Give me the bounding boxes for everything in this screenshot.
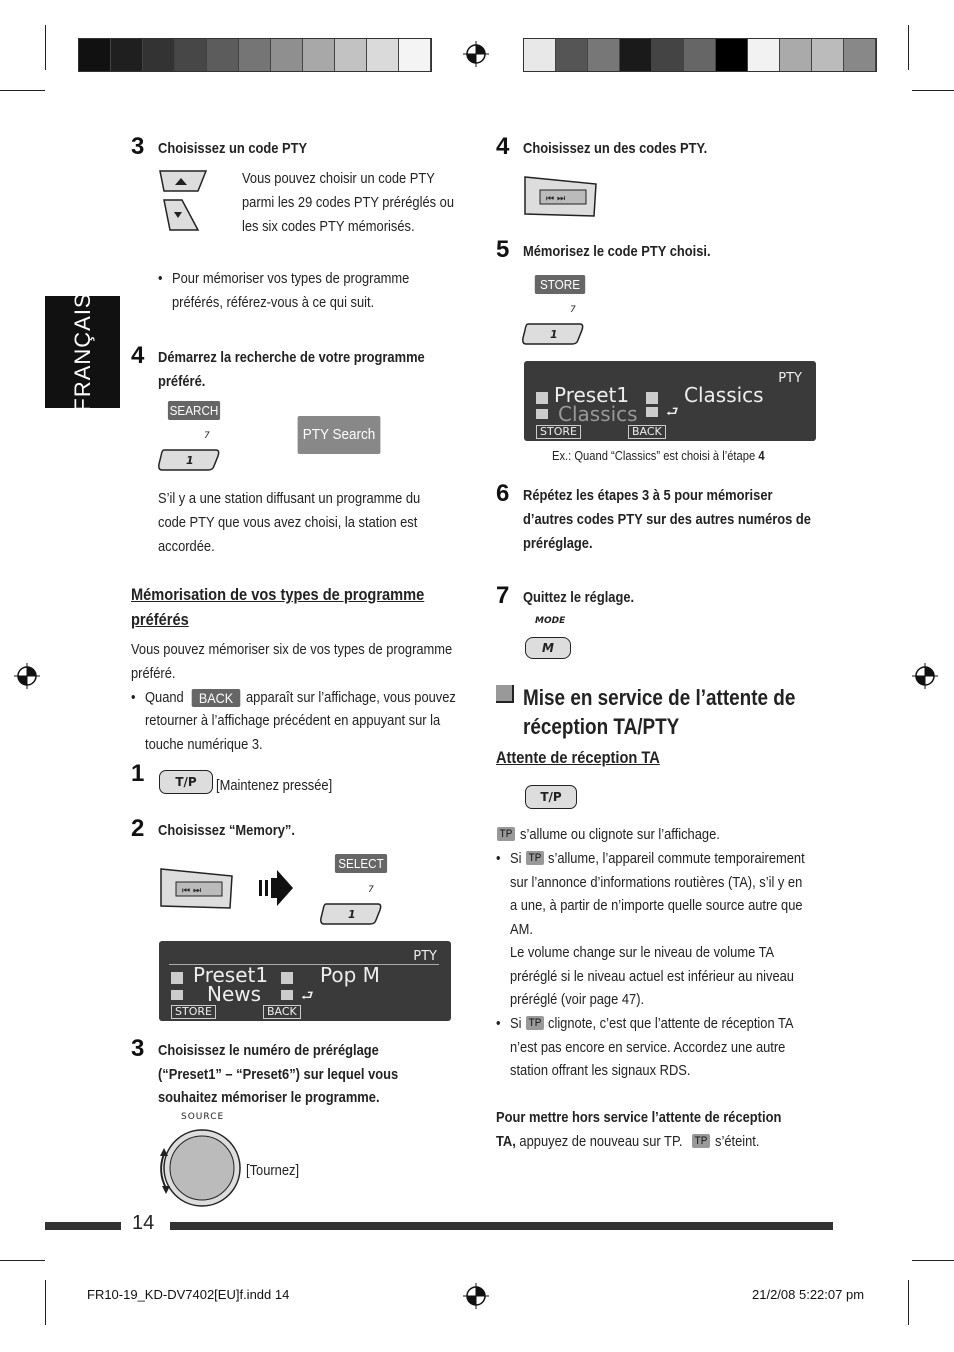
bullet-text: apparaît sur l’affichage, vous pouvez xyxy=(246,689,456,706)
search-chip: SEARCH xyxy=(169,403,219,418)
color-swatch xyxy=(207,39,239,71)
color-swatch xyxy=(399,39,431,71)
registration-target-icon xyxy=(463,1283,489,1309)
color-bar-left xyxy=(78,38,432,72)
color-swatch xyxy=(652,39,684,71)
paragraph-bold: TA, xyxy=(496,1133,516,1150)
bullet-text: s’allume, l’appareil commute temporairement xyxy=(548,850,805,867)
svg-text:1: 1 xyxy=(550,328,558,341)
bullet-text: AM. xyxy=(510,921,533,938)
source-label: SOURCE xyxy=(181,1112,225,1122)
bullet-text: préférés, référez-vous à ce qui suit. xyxy=(172,294,375,311)
step-title: Répétez les étapes 3 à 5 pour mémoriser xyxy=(523,487,773,504)
paragraph-text: appuyez de nouveau sur TP. xyxy=(519,1133,683,1150)
bullet-dot: • xyxy=(158,270,163,287)
paragraph xyxy=(496,1130,682,1154)
color-swatch xyxy=(844,39,876,71)
source-knob-icon xyxy=(154,1126,242,1210)
rewind-icon xyxy=(536,409,548,419)
lcd-display-memory xyxy=(159,941,451,1021)
paragraph: code PTY que vous avez choisi, la station est xyxy=(158,514,418,531)
note: [Tournez] xyxy=(246,1162,300,1179)
svg-text:7: 7 xyxy=(368,885,374,895)
bullet-dot: • xyxy=(496,850,501,867)
paragraph: s’éteint. xyxy=(715,1133,760,1150)
tp-indicator: TP xyxy=(692,1134,710,1148)
back-chip: BACK xyxy=(192,689,241,707)
crop-mark xyxy=(912,1260,954,1261)
paragraph: préféré. xyxy=(131,665,176,682)
language-tab xyxy=(45,292,120,412)
pty-search-display: PTY Search xyxy=(298,416,381,454)
mode-label: MODE xyxy=(535,616,566,626)
lcd-pty-label: PTY xyxy=(778,371,802,386)
bullet-text: retourner à l’affichage précédent en appuyant sur la xyxy=(145,712,441,729)
step-title: Quittez le réglage. xyxy=(523,589,635,606)
color-swatch xyxy=(780,39,812,71)
tp-indicator: TP xyxy=(497,827,515,841)
store-chip: STORE xyxy=(535,275,585,294)
footer-date: 21/2/08 5:22:07 pm xyxy=(752,1287,865,1302)
caption-text: Ex.: Quand “Classics” est choisi à l’étape xyxy=(552,448,756,463)
step-number: 3 xyxy=(131,133,145,160)
color-swatch xyxy=(716,39,748,71)
step-number: 5 xyxy=(496,236,510,263)
section-square-icon xyxy=(496,685,514,703)
color-swatch xyxy=(620,39,652,71)
step-number: 4 xyxy=(131,342,145,369)
paragraph: Vous pouvez choisir un code PTY xyxy=(242,170,435,187)
bullet-text: Si xyxy=(510,850,522,867)
bullet-text: préréglé (voir page 47). xyxy=(510,991,645,1008)
registration-target-icon xyxy=(912,663,938,689)
lcd-pty-label: PTY xyxy=(413,949,437,964)
section-title: réception TA/PTY xyxy=(523,714,680,739)
lcd-store: STORE xyxy=(536,425,581,439)
mode-button: M xyxy=(525,637,571,659)
step-title: souhaitez mémoriser le programme. xyxy=(158,1089,380,1106)
color-swatch xyxy=(588,39,620,71)
svg-text:⏮ ⏭: ⏮ ⏭ xyxy=(182,886,202,896)
step-title: préféré. xyxy=(158,373,206,390)
paragraph: S’il y a une station diffusant un programme du xyxy=(158,490,421,507)
section-title: Mise en service de l’attente de xyxy=(523,685,796,710)
color-swatch xyxy=(556,39,588,71)
page-number: 14 xyxy=(132,1212,155,1234)
svg-text:1: 1 xyxy=(186,454,194,467)
step-title: Choisissez un des codes PTY. xyxy=(523,140,708,157)
color-swatch xyxy=(684,39,716,71)
step-number: 6 xyxy=(496,480,510,507)
bullet-text: n’est pas encore en service. Accordez une autre xyxy=(510,1039,786,1056)
preset-1-button-icon xyxy=(158,426,222,472)
color-swatch xyxy=(239,39,271,71)
crop-mark xyxy=(0,90,45,91)
step-title: Choisissez le numéro de préréglage xyxy=(158,1042,379,1059)
step-number: 1 xyxy=(131,760,145,787)
language-tab-label: FRANÇAIS xyxy=(69,292,95,412)
color-swatch xyxy=(111,39,143,71)
bullet-text: Pour mémoriser vos types de programme xyxy=(172,270,410,287)
step-title: (“Preset1” – “Preset6”) sur lequel vous xyxy=(158,1066,399,1083)
preset-1-button-icon xyxy=(522,300,586,346)
paragraph: parmi les 29 codes PTY préréglés ou xyxy=(242,194,455,211)
caption xyxy=(552,444,765,468)
lcd-line1: Preset1 xyxy=(554,383,630,407)
step-title: préréglage. xyxy=(523,535,593,552)
return-icon: ⮐ xyxy=(666,404,679,420)
svg-text:7: 7 xyxy=(570,305,576,315)
svg-text:7: 7 xyxy=(204,431,210,441)
paragraph: Pour mettre hors service l’attente de réception xyxy=(496,1109,782,1126)
lcd-right-text: Classics xyxy=(684,383,764,407)
bullet-dot: • xyxy=(131,689,136,706)
step-number: 2 xyxy=(131,815,145,842)
color-swatch xyxy=(812,39,844,71)
color-bar-right xyxy=(523,38,877,72)
seek-button-icon xyxy=(522,174,600,220)
subsection-title: Attente de réception TA xyxy=(496,748,660,767)
section-heading: Mémorisation de vos types de programme xyxy=(131,585,425,604)
down-icon xyxy=(646,392,658,404)
svg-text:1: 1 xyxy=(348,908,356,921)
paragraph: s’allume ou clignote sur l’affichage. xyxy=(520,826,720,843)
bottom-rule xyxy=(170,1222,833,1230)
crop-mark xyxy=(45,25,46,70)
step-title: d’autres codes PTY sur des autres numéros de xyxy=(523,511,811,528)
color-swatch xyxy=(303,39,335,71)
section-heading: préférés xyxy=(131,610,189,629)
tp-indicator: TP xyxy=(526,1016,544,1030)
step-title: Choisissez un code PTY xyxy=(158,140,308,157)
step-number: 3 xyxy=(131,1035,145,1062)
color-swatch xyxy=(143,39,175,71)
down-icon xyxy=(171,972,183,984)
note: [Maintenez pressée] xyxy=(216,777,333,794)
color-swatch xyxy=(335,39,367,71)
step-title: Démarrez la recherche de votre programme xyxy=(158,349,425,366)
tp-button: T/P xyxy=(525,785,577,809)
caption-step: 4 xyxy=(758,448,765,463)
crop-mark xyxy=(908,25,909,70)
footer-file: FR10-19_KD-DV7402[EU]f.indd 14 xyxy=(87,1287,290,1302)
up-button-icon xyxy=(158,167,210,195)
color-swatch xyxy=(367,39,399,71)
lcd-right-text: Pop M xyxy=(320,963,380,987)
step-title: Choisissez “Memory”. xyxy=(158,822,295,839)
paragraph: accordée. xyxy=(158,538,215,555)
tp-indicator: TP xyxy=(526,851,544,865)
down-icon xyxy=(281,972,293,984)
bullet-text: préréglé si le niveau actuel est inférieur au niveau xyxy=(510,968,794,985)
step-title: Mémorisez le code PTY choisi. xyxy=(523,243,711,260)
down-button-icon xyxy=(160,198,202,234)
lcd-store: STORE xyxy=(171,1005,216,1019)
rewind-icon xyxy=(171,990,183,1000)
tp-button: T/P xyxy=(159,770,213,794)
lcd-line2: Classics xyxy=(558,402,638,426)
bullet-text: station offrant les signaux RDS. xyxy=(510,1062,691,1079)
bottom-rule xyxy=(45,1222,121,1230)
lcd-display-classics xyxy=(524,361,816,441)
registration-target-icon xyxy=(14,663,40,689)
color-swatch xyxy=(271,39,303,71)
crop-mark xyxy=(912,90,954,91)
select-chip: SELECT xyxy=(335,854,387,873)
color-swatch xyxy=(79,39,111,71)
svg-text:⏮ ⏭: ⏮ ⏭ xyxy=(546,194,566,204)
step-number: 7 xyxy=(496,582,510,609)
lcd-back: BACK xyxy=(263,1005,301,1019)
color-swatch xyxy=(524,39,556,71)
color-swatch xyxy=(175,39,207,71)
bullet-text: a une, à partir de n’importe quelle source autre que xyxy=(510,897,803,914)
return-icon: ⮐ xyxy=(301,988,314,1004)
bullet-text: Quand xyxy=(145,689,184,706)
bullet-text: clignote, c’est que l’attente de réception TA xyxy=(548,1015,794,1032)
seek-button-icon xyxy=(158,866,236,912)
bullet-text: touche numérique 3. xyxy=(145,736,263,753)
bullet-text: Si xyxy=(510,1015,522,1032)
crop-mark xyxy=(908,1280,909,1325)
color-swatch xyxy=(748,39,780,71)
registration-target-icon xyxy=(463,41,489,67)
lcd-line2: News xyxy=(207,982,262,1006)
paragraph: les six codes PTY mémorisés. xyxy=(242,218,415,235)
bullet-dot: • xyxy=(496,1015,501,1032)
paragraph: Vous pouvez mémoriser six de vos types de programme xyxy=(131,641,453,658)
preset-1-button-icon xyxy=(320,880,384,926)
step-number: 4 xyxy=(496,133,510,160)
forward-icon xyxy=(281,990,293,1000)
crop-mark xyxy=(0,1260,45,1261)
bullet-text: sur l’annonce d’informations routières (TA), s’il y en xyxy=(510,874,803,891)
crop-mark xyxy=(45,1280,46,1325)
bullet-text: Le volume change sur le niveau de volume TA xyxy=(510,944,775,961)
lcd-back: BACK xyxy=(628,425,666,439)
arrow-right-icon xyxy=(259,868,293,908)
down-icon xyxy=(536,392,548,404)
forward-icon xyxy=(646,407,658,417)
lcd-line1: Preset1 xyxy=(193,963,269,987)
